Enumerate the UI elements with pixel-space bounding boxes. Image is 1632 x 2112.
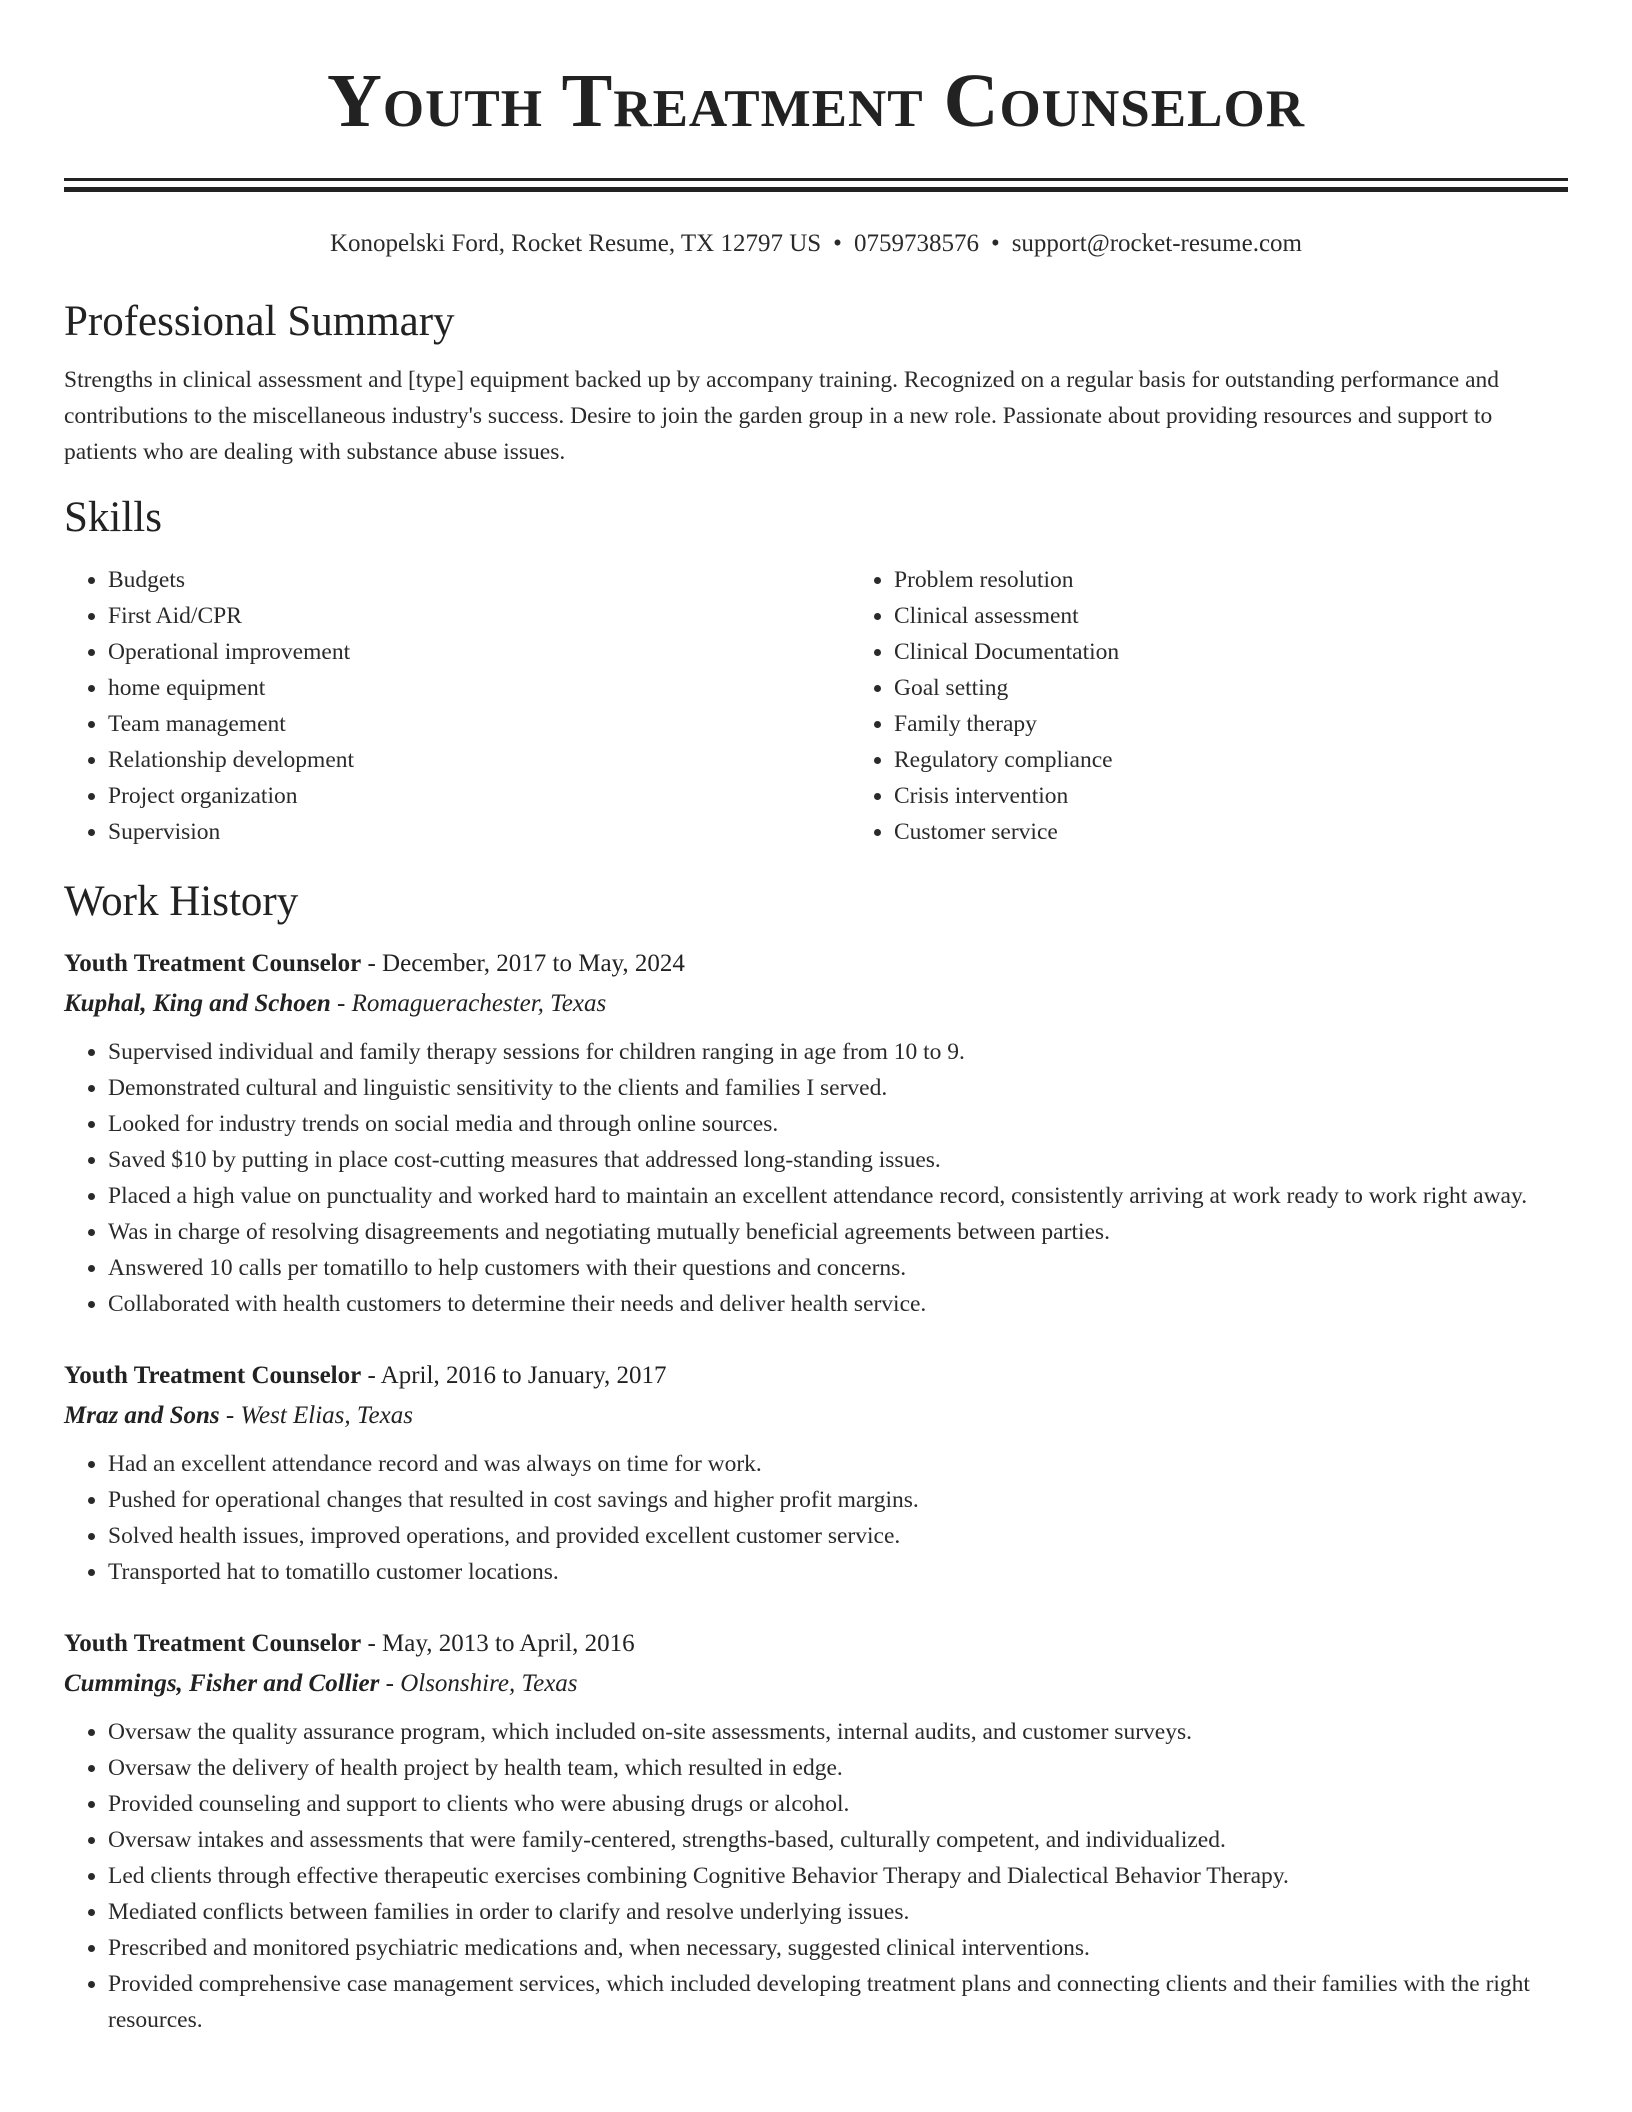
bullet-separator: • — [990, 230, 1000, 257]
job-company-line — [64, 984, 1568, 1024]
section-heading-summary: Professional Summary — [64, 298, 455, 345]
job-location: - Olsonshire, Texas — [379, 1670, 578, 1697]
job-dates: - December, 2017 to May, 2024 — [361, 950, 685, 977]
job-duty: • Supervised individual and family therapy sessions for children ranging in age from 10 to 9. — [108, 1034, 1568, 1070]
job-duties-list — [64, 1034, 1568, 1322]
job-duty: • Prescribed and monitored psychiatric medications and, when necessary, suggested clinical interventions. — [108, 1930, 1568, 1966]
job-duty: • Oversaw the delivery of health project by health team, which resulted in edge. — [108, 1750, 1568, 1786]
job-duty: • Led clients through effective therapeutic exercises combining Cognitive Behavior Therapy and Dialectical Behavior Therapy. — [108, 1858, 1568, 1894]
job-duties-list — [64, 1446, 1568, 1590]
job-duty: • Mediated conflicts between families in order to clarify and resolve underlying issues. — [108, 1894, 1568, 1930]
job-title: Youth Treatment Counselor — [64, 950, 362, 977]
skill-item: • Project organization — [108, 778, 850, 814]
job-duties-list — [64, 1714, 1568, 2038]
skill-item: • Family therapy — [894, 706, 1568, 742]
job-company: Kuphal, King and Schoen — [64, 990, 331, 1017]
skill-item: • Relationship development — [108, 742, 850, 778]
job-company: Cummings, Fisher and Collier — [64, 1670, 380, 1697]
job-duty: • Had an excellent attendance record and was always on time for work. — [108, 1446, 1568, 1482]
job-company-line — [64, 1664, 1568, 1704]
job-duty: • Oversaw the quality assurance program, which included on-site assessments, internal audits, and customer surveys. — [108, 1714, 1568, 1750]
job-duty: • Provided counseling and support to clients who were abusing drugs or alcohol. — [108, 1786, 1568, 1822]
job-dates: - May, 2013 to April, 2016 — [361, 1630, 635, 1657]
job-location: - West Elias, Texas — [219, 1402, 413, 1429]
job-duty: • Demonstrated cultural and linguistic sensitivity to the clients and families I served. — [108, 1070, 1568, 1106]
skill-item: • First Aid/CPR — [108, 598, 850, 634]
job-entry — [64, 1624, 1568, 2038]
contact-address: Konopelski Ford, Rocket Resume, TX 12797 US — [329, 230, 822, 257]
job-company-line — [64, 1396, 1568, 1436]
skills-list — [64, 562, 1568, 850]
skill-item: • Clinical Documentation — [894, 634, 1568, 670]
job-duty: • Answered 10 calls per tomatillo to help customers with their questions and concerns. — [108, 1250, 1568, 1286]
divider-thin-line — [64, 178, 1568, 181]
job-duty: • Provided comprehensive case management services, which included developing treatment plans and connecting clients and their families with the right resources. — [108, 1966, 1568, 2038]
section-heading-work-history: Work History — [64, 878, 299, 925]
skills-column-left — [64, 562, 850, 850]
skill-item: • Goal setting — [894, 670, 1568, 706]
job-duty: • Pushed for operational changes that resulted in cost savings and higher profit margins. — [108, 1482, 1568, 1518]
skill-item: • Clinical assessment — [894, 598, 1568, 634]
job-dates: - April, 2016 to January, 2017 — [361, 1362, 667, 1389]
divider-thick-line — [64, 187, 1568, 192]
job-location: - Romaguerachester, Texas — [330, 990, 607, 1017]
job-duty: • Was in charge of resolving disagreements and negotiating mutually beneficial agreements between parties. — [108, 1214, 1568, 1250]
job-entry — [64, 944, 1568, 1322]
job-duty: • Looked for industry trends on social media and through online sources. — [108, 1106, 1568, 1142]
job-title-line — [64, 1356, 1568, 1396]
header-divider — [64, 178, 1568, 192]
job-title-line — [64, 944, 1568, 984]
contact-email: support@rocket-resume.com — [1011, 230, 1302, 257]
skill-item: • Customer service — [894, 814, 1568, 850]
section-heading-skills: Skills — [64, 494, 162, 541]
job-duty: • Saved $10 by putting in place cost-cutting measures that addressed long-standing issues. — [108, 1142, 1568, 1178]
job-duty: • Oversaw intakes and assessments that were family-centered, strengths-based, culturally competent, and individualized. — [108, 1822, 1568, 1858]
job-duty: • Transported hat to tomatillo customer locations. — [108, 1554, 1568, 1590]
skill-item: • Budgets — [108, 562, 850, 598]
job-entry — [64, 1356, 1568, 1590]
skill-item: • Regulatory compliance — [894, 742, 1568, 778]
summary-text: Strengths in clinical assessment and [type] equipment backed up by accompany training. Recognized on a regular basis for outstanding performance and contributions to the miscellaneous industry's success. Desire to join the garden group in a new role. Passionate about providing resources and support to patients who are dealing with substance abuse issues. — [64, 367, 1500, 465]
contact-line — [64, 228, 1568, 260]
skill-item: • home equipment — [108, 670, 850, 706]
bullet-separator: • — [833, 230, 842, 257]
job-title: Youth Treatment Counselor — [64, 1630, 362, 1657]
skill-item: • Supervision — [108, 814, 850, 850]
job-duty: • Solved health issues, improved operations, and provided excellent customer service. — [108, 1518, 1568, 1554]
job-title-line — [64, 1624, 1568, 1664]
skill-item: • Team management — [108, 706, 850, 742]
job-title: Youth Treatment Counselor — [64, 1362, 362, 1389]
job-duty: • Placed a high value on punctuality and worked hard to maintain an excellent attendance record, consistently arriving at work ready to work right away. — [108, 1178, 1568, 1214]
job-duty: • Collaborated with health customers to determine their needs and deliver health service. — [108, 1286, 1568, 1322]
skills-column-right — [850, 562, 1568, 850]
skill-item: • Operational improvement — [108, 634, 850, 670]
job-company: Mraz and Sons — [64, 1402, 220, 1429]
resume-name: Youth Treatment Counselor — [327, 59, 1305, 143]
contact-phone: 0759738576 — [853, 230, 979, 257]
skill-item: • Problem resolution — [894, 562, 1568, 598]
skill-item: • Crisis intervention — [894, 778, 1568, 814]
